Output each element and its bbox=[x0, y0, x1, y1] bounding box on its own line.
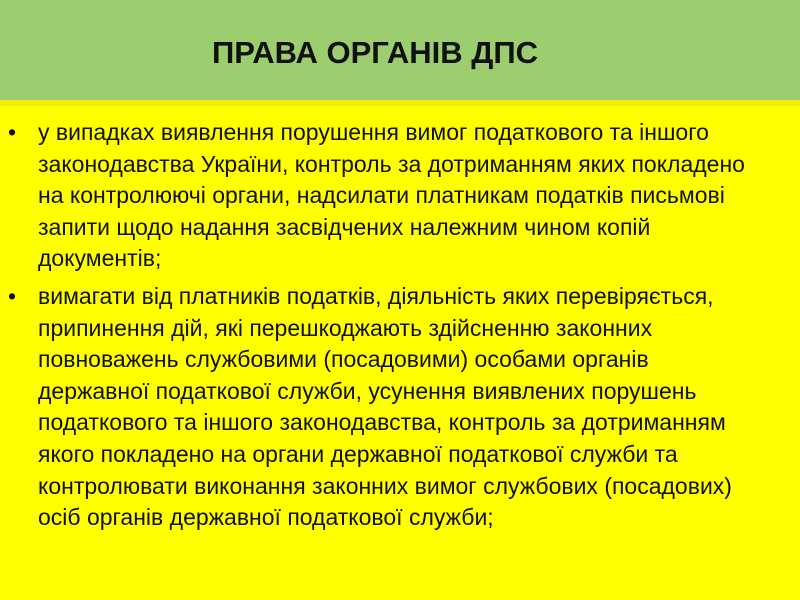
title-bar bbox=[0, 0, 800, 100]
bullet-item-1 bbox=[0, 117, 800, 275]
bullet-icon: • bbox=[8, 119, 17, 145]
bullet-text-2: вимагати від платників податків, діяльність яких перевіряється, припинення дій, які перешкоджають здійсненню законних повноважень службовими (посадовими) особами органів державної податкової служби, усунення виявлених порушень податкового та іншого законодавства, контроль за дотриманням якого покладено на органи державної податкової служби та контролювати виконання законних вимог службових (посадових) осіб органів державної податкової служби; bbox=[38, 282, 732, 531]
bullet-icon: • bbox=[8, 282, 17, 309]
header-divider bbox=[0, 100, 800, 106]
bullet-item-2 bbox=[0, 281, 800, 534]
slide-title: ПРАВА ОРГАНІВ ДПС bbox=[212, 35, 539, 70]
bullet-list bbox=[0, 117, 800, 534]
slide-content bbox=[0, 117, 800, 540]
bullet-text-1: у випадках виявлення порушення вимог податкового та іншого законодавства України, контроль за дотриманням яких покладено на контролюючі органи, надсилати платникам податків письмові запити щодо надання засвідчених належним чином копій документів; bbox=[38, 119, 745, 272]
